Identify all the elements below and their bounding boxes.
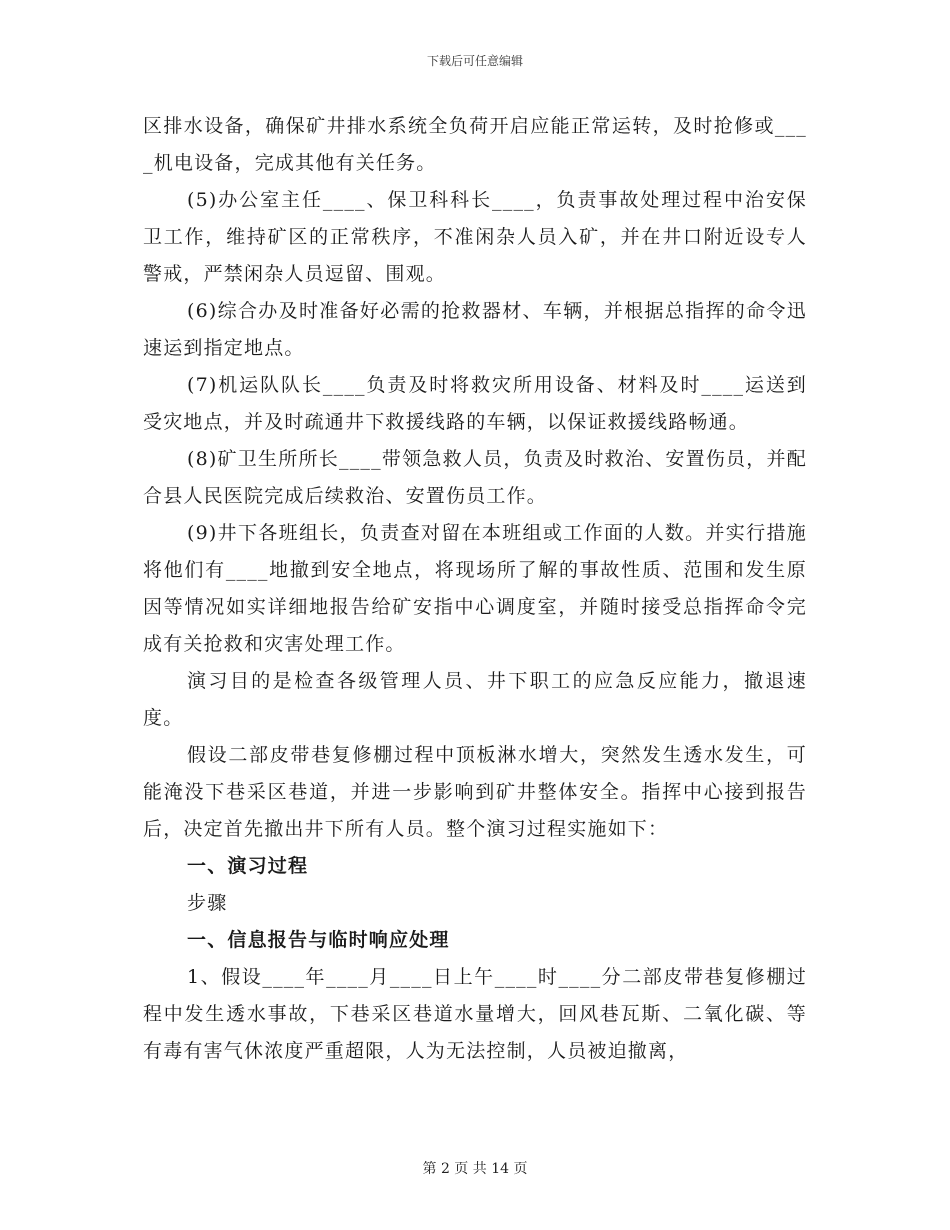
section-heading: 一、信息报告与临时响应处理 [187,929,450,951]
page-footer: 第 2 页 共 14 页 [422,1161,528,1177]
document-body [143,108,807,1070]
paragraph: (6)综合办及时准备好必需的抢救器材、车辆，并根据总指挥的命令迅速运到指定地点。 [143,300,807,359]
section-heading: 一、演习过程 [187,855,309,877]
paragraph: (8)矿卫生所所长____带领急救人员，负责及时救治、安置伤员，并配合县人民医院完成后续救治、安置伤员工作。 [143,448,807,507]
paragraph: (9)井下各班组长，负责查对留在本班组或工作面的人数。并实行措施将他们有____地撤到安全地点，将现场所了解的事故性质、范围和发生原因等情况如实详细地报告给矿安指中心调度室，并随时接受总指挥命令完成有关抢救和灾害处理工作。 [143,522,807,655]
paragraph: 假设二部皮带巷复修棚过程中顶板淋水增大，突然发生透水发生，可能淹没下巷采区巷道，并进一步影响到矿井整体安全。指挥中心接到报告后，决定首先撤出井下所有人员。整个演习过程实施如下： [143,744,807,840]
paragraph: (5)办公室主任____、保卫科科长____，负责事故处理过程中治安保卫工作，维持矿区的正常秩序，不准闲杂人员入矿，并在井口附近设专人警戒，严禁闲杂人员逗留、围观。 [143,189,807,285]
paragraph: 步骤 [187,892,228,914]
paragraph: 演习目的是检查各级管理人员、井下职工的应急反应能力，撤退速度。 [143,670,807,729]
paragraph: 区排水设备，确保矿井排水系统全负荷开启应能正常运转，及时抢修或____机电设备，完成其他有关任务。 [143,115,807,174]
header-note: 下载后可任意编辑 [426,54,523,68]
paragraph: (7)机运队队长____负责及时将救灾所用设备、材料及时____运送到受灾地点，并及时疏通井下救援线路的车辆，以保证救援线路畅通。 [143,374,807,433]
paragraph: 1、假设____年____月____日上午____时____分二部皮带巷复修棚过程中发生透水事故，下巷采区巷道水量增大，回风巷瓦斯、二氧化碳、等有毒有害气休浓度严重超限，人为无法控制，人员被迫撤离， [143,966,807,1062]
